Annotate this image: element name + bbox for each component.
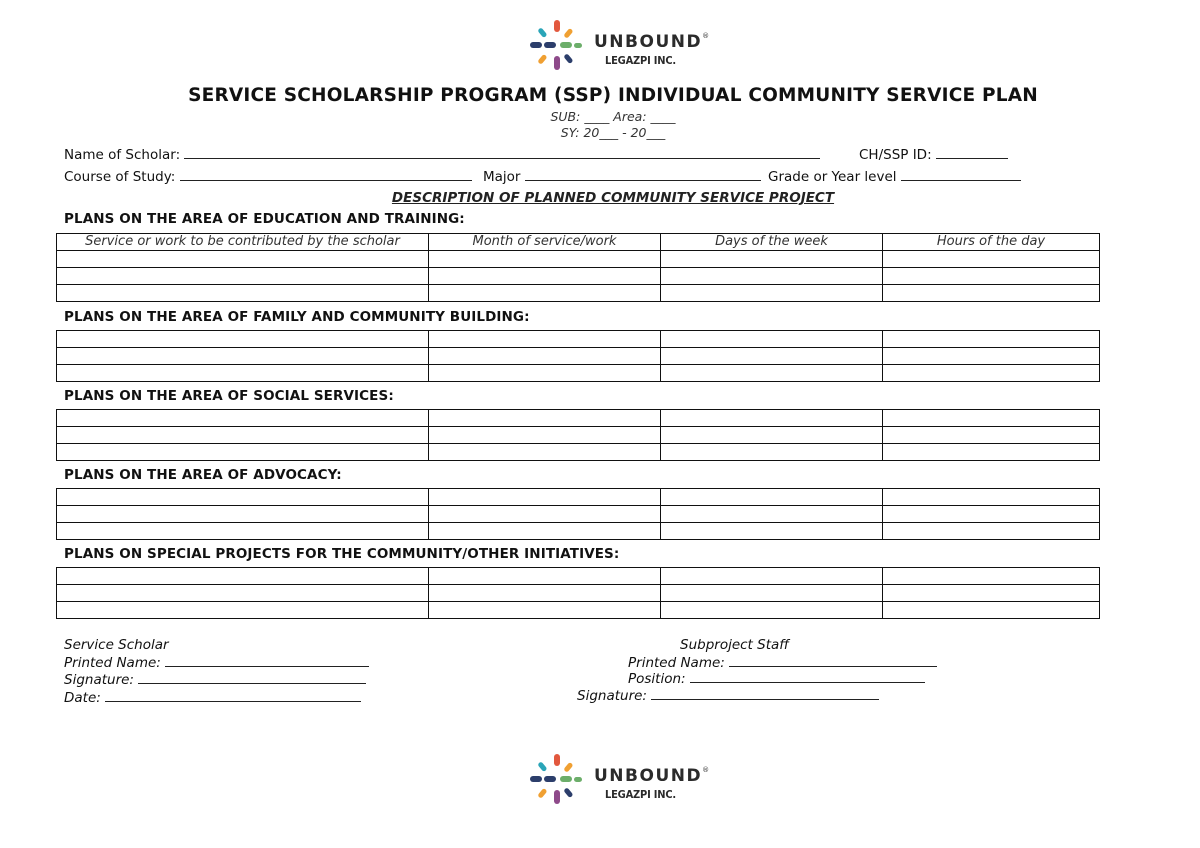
page-title: SERVICE SCHOLARSHIP PROGRAM (SSP) INDIVIDUAL COMMUNITY SERVICE PLAN (188, 85, 1038, 106)
staff-block-title: Subproject Staff (680, 637, 790, 653)
section-education-title: PLANS ON THE AREA OF EDUCATION AND TRAINING: (64, 211, 465, 227)
course-of-study-blank[interactable] (180, 168, 472, 181)
table-row[interactable] (57, 444, 1100, 461)
family-community-plan-table (56, 330, 1100, 382)
grade-year-blank[interactable] (901, 168, 1021, 181)
cell-days[interactable] (661, 251, 883, 268)
course-of-study-field[interactable]: Course of Study: (64, 168, 472, 185)
staff-printed-name-field[interactable]: Printed Name: (628, 654, 937, 672)
scholar-signature-field[interactable]: Signature: (64, 671, 369, 689)
grade-year-field[interactable]: Grade or Year level (768, 168, 1021, 185)
scholar-printed-name-blank[interactable] (165, 654, 369, 667)
cell-month[interactable] (429, 489, 661, 506)
special-projects-plan-table (56, 567, 1100, 619)
cell-days[interactable] (661, 489, 883, 506)
table-row[interactable] (57, 365, 1100, 382)
cell-service[interactable] (57, 285, 429, 302)
table-row[interactable] (57, 268, 1100, 285)
cell-days[interactable] (661, 348, 883, 365)
cell-service[interactable] (57, 585, 429, 602)
name-of-scholar-blank[interactable] (184, 146, 820, 159)
cell-hours[interactable] (883, 523, 1100, 540)
table-row[interactable] (57, 410, 1100, 427)
unbound-logo-bottom (528, 752, 708, 808)
description-heading: DESCRIPTION OF PLANNED COMMUNITY SERVICE PROJECT (391, 190, 835, 206)
cell-days[interactable] (661, 331, 883, 348)
table-row[interactable] (57, 251, 1100, 268)
logo-org-text: LEGAZPI INC. (605, 54, 676, 67)
cell-service[interactable] (57, 410, 429, 427)
cell-service[interactable] (57, 489, 429, 506)
table-row[interactable] (57, 427, 1100, 444)
cell-month[interactable] (429, 268, 661, 285)
table-row[interactable] (57, 568, 1100, 585)
cell-month[interactable] (429, 506, 661, 523)
table-row[interactable] (57, 331, 1100, 348)
cell-month[interactable] (429, 251, 661, 268)
unbound-emblem-icon (528, 18, 588, 74)
scholar-date-field[interactable]: Date: (64, 689, 369, 707)
cell-month[interactable] (429, 365, 661, 382)
cell-days[interactable] (661, 568, 883, 585)
table-row[interactable] (57, 585, 1100, 602)
section-advocacy-title: PLANS ON THE AREA OF ADVOCACY: (64, 467, 342, 483)
cell-days[interactable] (661, 427, 883, 444)
logo-org-text: LEGAZPI INC. (605, 788, 676, 801)
cell-hours[interactable] (883, 348, 1100, 365)
table-row[interactable] (57, 506, 1100, 523)
unbound-emblem-icon (528, 752, 588, 808)
advocacy-plan-table (56, 488, 1100, 540)
cell-hours[interactable] (883, 285, 1100, 302)
cell-service[interactable] (57, 523, 429, 540)
cell-month[interactable] (429, 523, 661, 540)
major-blank[interactable] (525, 168, 761, 181)
service-scholar-signature-block (64, 637, 369, 706)
cell-month[interactable] (429, 568, 661, 585)
staff-signature-blank[interactable] (651, 687, 879, 700)
logo-brand-text: UNBOUND® (594, 32, 710, 52)
cell-month[interactable] (429, 348, 661, 365)
staff-position-blank[interactable] (690, 670, 925, 683)
major-field[interactable]: Major (483, 168, 761, 185)
section-social-services-title: PLANS ON THE AREA OF SOCIAL SERVICES: (64, 388, 394, 404)
name-of-scholar-field[interactable]: Name of Scholar: (64, 146, 820, 163)
cell-days[interactable] (661, 602, 883, 619)
cell-days[interactable] (661, 285, 883, 302)
ch-ssp-id-blank[interactable] (936, 146, 1008, 159)
cell-days[interactable] (661, 585, 883, 602)
social-services-plan-table (56, 409, 1100, 461)
cell-month[interactable] (429, 427, 661, 444)
staff-signature-field[interactable]: Signature: (577, 687, 879, 705)
cell-hours[interactable] (883, 365, 1100, 382)
school-year-line: SY: 20___ - 20___ (560, 125, 666, 140)
cell-service[interactable] (57, 568, 429, 585)
cell-month[interactable] (429, 410, 661, 427)
cell-service[interactable] (57, 348, 429, 365)
cell-hours[interactable] (883, 506, 1100, 523)
cell-service[interactable] (57, 602, 429, 619)
cell-hours[interactable] (883, 602, 1100, 619)
cell-days[interactable] (661, 506, 883, 523)
cell-days[interactable] (661, 523, 883, 540)
logo-brand-text: UNBOUND® (594, 766, 710, 786)
header-days: Days of the week (661, 234, 883, 251)
table-row[interactable] (57, 348, 1100, 365)
staff-printed-name-blank[interactable] (729, 654, 937, 667)
cell-hours[interactable] (883, 268, 1100, 285)
scholar-date-blank[interactable] (105, 689, 361, 702)
cell-service[interactable] (57, 251, 429, 268)
cell-hours[interactable] (883, 331, 1100, 348)
cell-month[interactable] (429, 585, 661, 602)
cell-days[interactable] (661, 365, 883, 382)
cell-month[interactable] (429, 444, 661, 461)
cell-service[interactable] (57, 268, 429, 285)
section-family-community-title: PLANS ON THE AREA OF FAMILY AND COMMUNITY BUILDING: (64, 309, 530, 325)
scholar-block-title: Service Scholar (64, 637, 169, 653)
cell-hours[interactable] (883, 568, 1100, 585)
education-plan-table (56, 233, 1100, 302)
section-special-projects-title: PLANS ON SPECIAL PROJECTS FOR THE COMMUNITY/OTHER INITIATIVES: (64, 546, 620, 562)
cell-days[interactable] (661, 444, 883, 461)
cell-month[interactable] (429, 285, 661, 302)
sub-area-line: SUB: ____ Area: ____ (550, 109, 676, 124)
cell-hours[interactable] (883, 585, 1100, 602)
cell-hours[interactable] (883, 410, 1100, 427)
unbound-logo-top (528, 18, 708, 74)
cell-days[interactable] (661, 410, 883, 427)
cell-month[interactable] (429, 331, 661, 348)
scholar-signature-blank[interactable] (138, 671, 366, 684)
table-row[interactable] (57, 489, 1100, 506)
table-row[interactable] (57, 523, 1100, 540)
table-header-row (57, 234, 1100, 251)
header-service: Service or work to be contributed by the scholar (57, 234, 429, 251)
staff-position-field[interactable]: Position: (628, 670, 925, 688)
cell-service[interactable] (57, 427, 429, 444)
cell-service[interactable] (57, 506, 429, 523)
ch-ssp-id-field[interactable]: CH/SSP ID: (859, 146, 1008, 163)
table-row[interactable] (57, 285, 1100, 302)
cell-service[interactable] (57, 444, 429, 461)
header-hours: Hours of the day (883, 234, 1100, 251)
cell-hours[interactable] (883, 427, 1100, 444)
header-month: Month of service/work (429, 234, 661, 251)
cell-hours[interactable] (883, 444, 1100, 461)
table-row[interactable] (57, 602, 1100, 619)
cell-days[interactable] (661, 268, 883, 285)
cell-service[interactable] (57, 365, 429, 382)
scholar-printed-name-field[interactable]: Printed Name: (64, 654, 369, 672)
cell-month[interactable] (429, 602, 661, 619)
cell-hours[interactable] (883, 251, 1100, 268)
cell-hours[interactable] (883, 489, 1100, 506)
cell-service[interactable] (57, 331, 429, 348)
